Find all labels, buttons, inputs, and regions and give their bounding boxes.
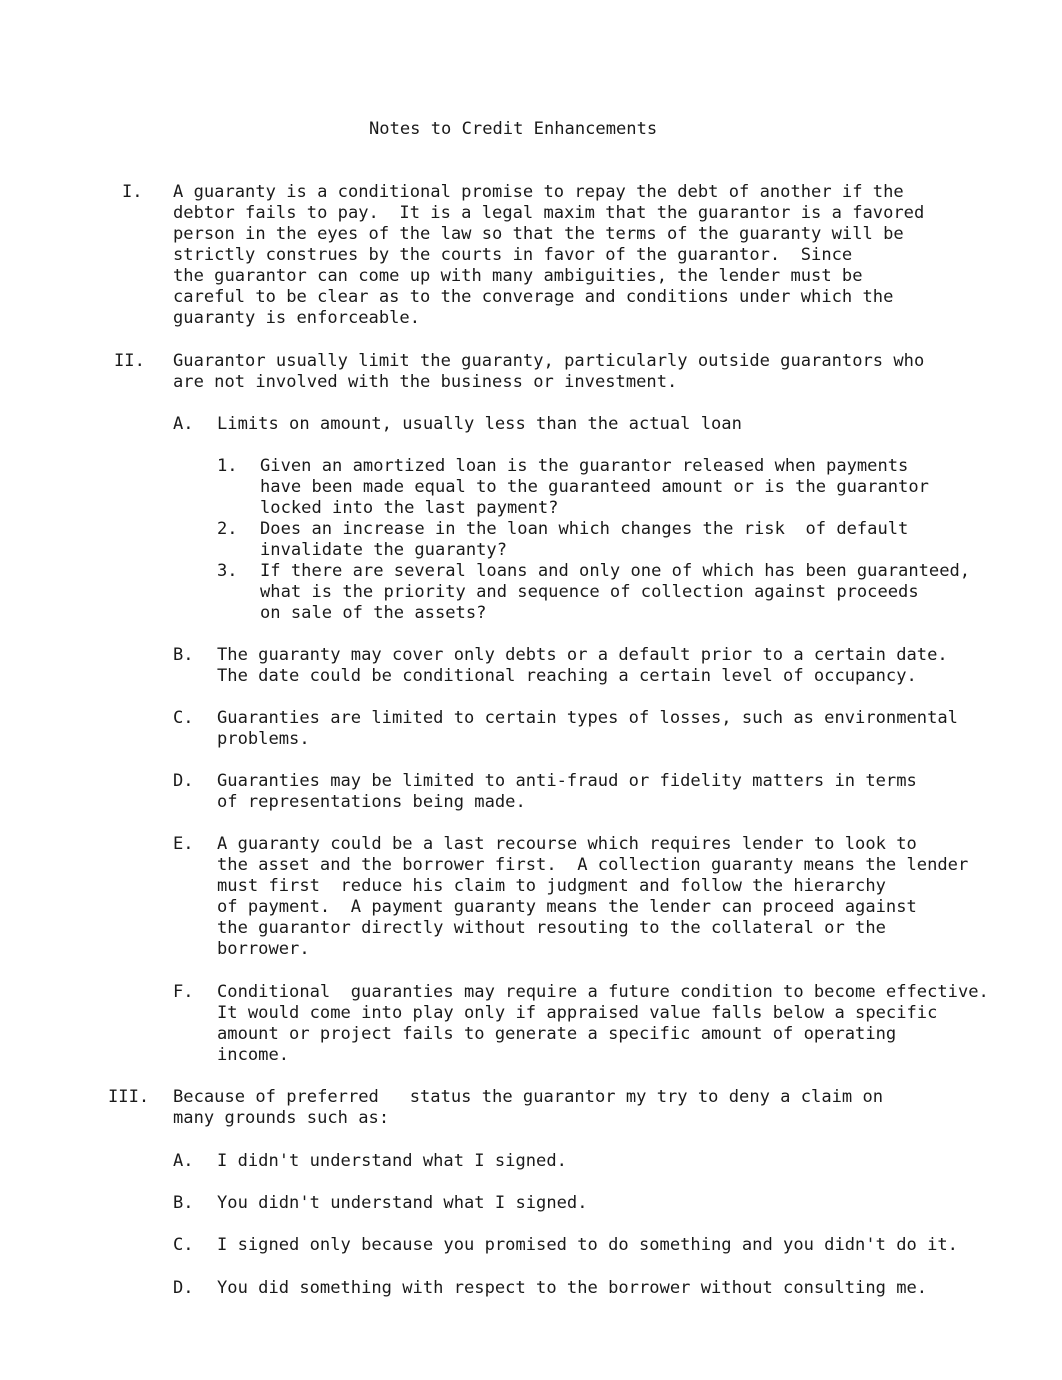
subitem-line: on sale of the assets? [260, 603, 487, 623]
subitem-marker: 1. [217, 456, 238, 476]
item-marker: D. [173, 771, 194, 791]
item-line: Guaranties are limited to certain types of losses, such as environmental [217, 708, 958, 728]
section-1-line: guaranty is enforceable. [173, 308, 420, 328]
item-line: Guaranties may be limited to anti-fraud or fidelity matters in terms [217, 771, 917, 791]
section-2-line: are not involved with the business or investment. [173, 372, 678, 392]
subitem-line: have been made equal to the guaranteed amount or is the guarantor [260, 477, 929, 497]
item-line: You didn't understand what I signed. [217, 1193, 588, 1213]
item-line: It would come into play only if appraised value falls below a specific [217, 1003, 938, 1023]
subitem-line: invalidate the guaranty? [260, 540, 507, 560]
page-title: Notes to Credit Enhancements [369, 119, 658, 139]
item-line: borrower. [217, 939, 310, 959]
item-line: I signed only because you promised to do something and you didn't do it. [217, 1235, 958, 1255]
item-line: problems. [217, 729, 310, 749]
section-3-line: Because of preferred status the guarantor my try to deny a claim on [173, 1087, 884, 1107]
item-line: Conditional guaranties may require a future condition to become effective. [217, 982, 989, 1002]
subitem-line: locked into the last payment? [260, 498, 559, 518]
section-1-line: the guarantor can come up with many ambiguities, the lender must be [173, 266, 863, 286]
item-marker: C. [173, 1235, 194, 1255]
item-line: must first reduce his claim to judgment and follow the hierarchy [217, 876, 886, 896]
item-line: the asset and the borrower first. A collection guaranty means the lender [217, 855, 969, 875]
subitem-line: Given an amortized loan is the guarantor released when payments [260, 456, 909, 476]
subitem-line: Does an increase in the loan which changes the risk of default [260, 519, 909, 539]
item-marker: C. [173, 708, 194, 728]
section-1-marker: I. [122, 182, 143, 202]
subitem-line: what is the priority and sequence of collection against proceeds [260, 582, 919, 602]
item-marker: A. [173, 1151, 194, 1171]
item-line: of payment. A payment guaranty means the lender can proceed against [217, 897, 917, 917]
item-line: I didn't understand what I signed. [217, 1151, 567, 1171]
item-marker: E. [173, 834, 194, 854]
item-line: of representations being made. [217, 792, 526, 812]
section-2-line: Guarantor usually limit the guaranty, particularly outside guarantors who [173, 351, 925, 371]
item-line: amount or project fails to generate a specific amount of operating [217, 1024, 897, 1044]
section-2-marker: II. [114, 351, 145, 371]
subitem-marker: 3. [217, 561, 238, 581]
item-line: the guarantor directly without resouting to the collateral or the [217, 918, 886, 938]
section-1-line: strictly construes by the courts in favor of the guarantor. Since [173, 245, 853, 265]
section-1-line: careful to be clear as to the converage and conditions under which the [173, 287, 894, 307]
section-1-line: A guaranty is a conditional promise to repay the debt of another if the [173, 182, 904, 202]
item-marker: F. [173, 982, 194, 1002]
item-marker: A. [173, 414, 194, 434]
section-1-line: debtor fails to pay. It is a legal maxim that the guarantor is a favored [173, 203, 925, 223]
subitem-marker: 2. [217, 519, 238, 539]
subitem-line: If there are several loans and only one of which has been guaranteed, [260, 561, 971, 581]
section-3-marker: III. [108, 1087, 150, 1107]
item-line: The guaranty may cover only debts or a default prior to a certain date. [217, 645, 948, 665]
section-1-line: person in the eyes of the law so that the terms of the guaranty will be [173, 224, 904, 244]
item-line: A guaranty could be a last recourse which requires lender to look to [217, 834, 917, 854]
section-3-line: many grounds such as: [173, 1108, 390, 1128]
item-line: You did something with respect to the borrower without consulting me. [217, 1278, 928, 1298]
item-marker: D. [173, 1278, 194, 1298]
item-line: The date could be conditional reaching a certain level of occupancy. [217, 666, 917, 686]
item-marker: B. [173, 1193, 194, 1213]
item-line: Limits on amount, usually less than the actual loan [217, 414, 742, 434]
item-marker: B. [173, 645, 194, 665]
item-line: income. [217, 1045, 290, 1065]
